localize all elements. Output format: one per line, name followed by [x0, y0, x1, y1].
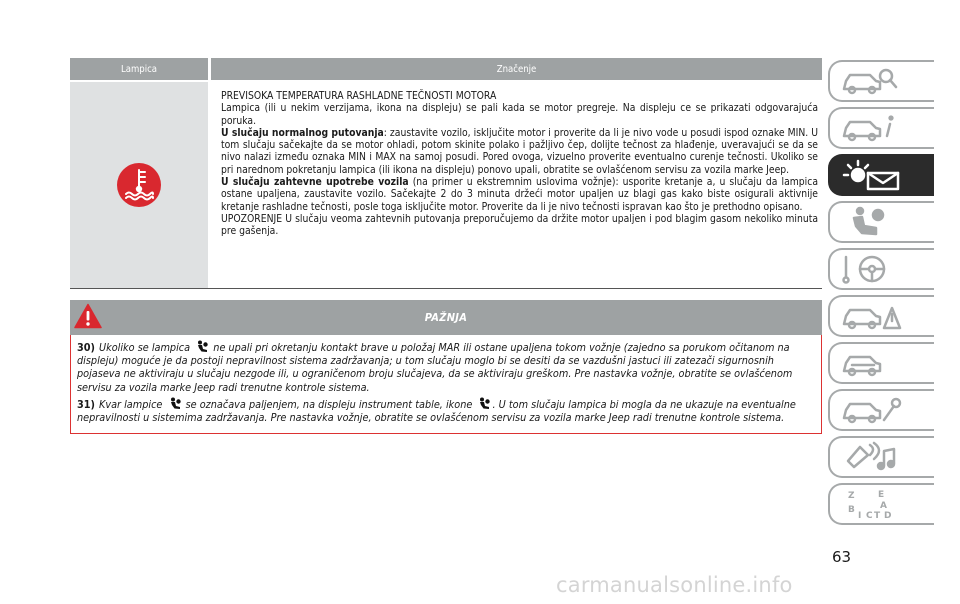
meaning-cell: [211, 82, 822, 288]
item-text: ne upali pri okretanju kontakt brave u položaj MAR ili ostane upaljena tokom vožnje (zajedno sa porukom očitanom na displeju) moguće je da postoji nepravilnost sistema zadržavanja; u tom slučaju moglo bi se desiti da se vazdušni jastuci ili zatezači sigurnosnih pojaseva ne aktiviraju u slučaju nezgode ili, u ograničenom broju slučajeva, da se aktiviraju greškom. Pre nastavka vožnje, obratite se ovlašćenom servisu za vozila marke Jeep radi trenutne kontrole sistema.: [77, 341, 793, 394]
item-text: Ukoliko se lampica: [98, 341, 191, 354]
header-meaning: Značenje: [211, 58, 822, 80]
tab-car-search[interactable]: [828, 60, 934, 102]
watermark: carmanualsonline.info: [556, 573, 793, 597]
svg-text:T: T: [874, 511, 881, 520]
steering-wheel-icon: [840, 253, 904, 285]
heavy-use-text: (na primer u ekstremnim uslovima vožnje): usporite kretanje a, u slučaju da lampica ostane upaljena, zaustavite vozilo. Sačekajte 2 do 3 minuta držeći motor upaljen uz blagi gas kako biste osigurali aktivnije kretanje rashladne tečnosti, posle toga isključite motor. Proverite da li je nivo tečnosti ispravan kao što je prethodno opisano.: [221, 176, 818, 213]
svg-text:I: I: [858, 511, 862, 520]
normal-use-label: U slučaju normalnog putovanja: [221, 126, 384, 139]
item-text: Kvar lampice: [98, 397, 163, 411]
warning-item: [77, 340, 815, 394]
item-text: se označava paljenjem, na displeju instrument table, ikone: [185, 397, 473, 411]
svg-text:D: D: [884, 511, 892, 520]
alphabet-index-icon: [840, 488, 904, 520]
airbag-warning-icon: [195, 340, 208, 354]
car-info-icon: [840, 112, 904, 144]
svg-text:A: A: [880, 501, 887, 511]
lamp-table: [70, 58, 822, 289]
item-number: 30): [77, 341, 95, 354]
warning-body: [70, 335, 822, 434]
warning-triangle-icon: [74, 303, 102, 329]
car-crash-icon: [840, 300, 904, 332]
page-number: 63: [832, 548, 852, 566]
tab-car-info[interactable]: [828, 107, 934, 149]
normal-use-text: : zaustavite vozilo, isključite motor i proverite da li je nivo vode u posudi ispod oznake MIN. U tom slučaju sačekajte da se motor ohladi, potom skinite polako i pažljivo čep, dolijte tečnost za hlađenje, uveravajući se da se nivo nalazi između oznaka MIN i MAX na samoj posudi. Pored ovoga, vizuelno proverite eventualno curenje tečnosti. Ukoliko se pri narednom pokretanju lampica (ili ikona na displeju) ponovo upali, obratite se ovlašćenom servisu za vozila marke Jeep.: [221, 126, 818, 176]
car-service-icon: [840, 347, 904, 379]
heavy-use-label: U slučaju zahtevne upotrebe vozila: [221, 176, 409, 189]
meaning-paragraph-1: Lampica (ili u nekim verzijama, ikona na displeju) se pali kada se motor pregreje. Na displeju ce se prikazati odgovarajuća poruka.: [221, 102, 818, 127]
warning-box: [70, 300, 822, 434]
seat-airbag-icon: [840, 206, 904, 238]
meaning-paragraph-2: [221, 127, 818, 176]
item-number: 31): [77, 397, 95, 411]
table-header: [70, 58, 822, 80]
svg-text:E: E: [878, 490, 885, 500]
tab-maintenance[interactable]: [828, 342, 934, 384]
tab-multimedia[interactable]: [828, 436, 934, 478]
svg-text:C: C: [866, 511, 873, 520]
tab-emergency[interactable]: [828, 295, 934, 337]
warning-item: [77, 397, 815, 424]
car-search-icon: [840, 65, 904, 97]
multimedia-icon: [840, 441, 904, 473]
coolant-temperature-warning-icon: [115, 161, 163, 209]
car-wrench-icon: [840, 394, 904, 426]
lamp-cell: [70, 82, 208, 288]
meaning-paragraph-4: UPOZORENJE U slučaju veoma zahtevnih putovanja preporučujemo da držite motor upaljen i pod blagim gasom nekoliko minuta pre gašenja.: [221, 212, 818, 238]
svg-text:Z: Z: [848, 491, 855, 501]
airbag-warning-icon: [168, 397, 181, 411]
warning-header: [70, 300, 822, 335]
warning-title: PAŽNJA: [424, 311, 468, 324]
tab-technical-data[interactable]: [828, 389, 934, 431]
airbag-warning-icon: [477, 397, 490, 411]
warning-light-envelope-icon: [840, 159, 904, 191]
item-text: . U tom slučaju lampica bi mogla da ne ukazuje na eventualne nepravilnosti u sistemima zadržavanja. Pre nastavka vožnje, obratite se ovlašćenom servisu za vozila marke Jeep radi trenutne kontrole sistema.: [77, 397, 796, 425]
tab-index[interactable]: [828, 483, 934, 525]
svg-text:B: B: [848, 505, 855, 515]
tab-warning-lights[interactable]: [828, 154, 934, 196]
table-row: [70, 82, 822, 289]
tab-starting-driving[interactable]: [828, 248, 934, 290]
tab-safety[interactable]: [828, 201, 934, 243]
meaning-paragraph-3: [221, 176, 818, 213]
meaning-title: PREVISOKA TEMPERATURA RASHLADNE TEČNOSTI MOTORA: [221, 90, 497, 102]
header-lamp: Lampica: [70, 58, 208, 80]
chapter-tabs: [828, 60, 934, 530]
